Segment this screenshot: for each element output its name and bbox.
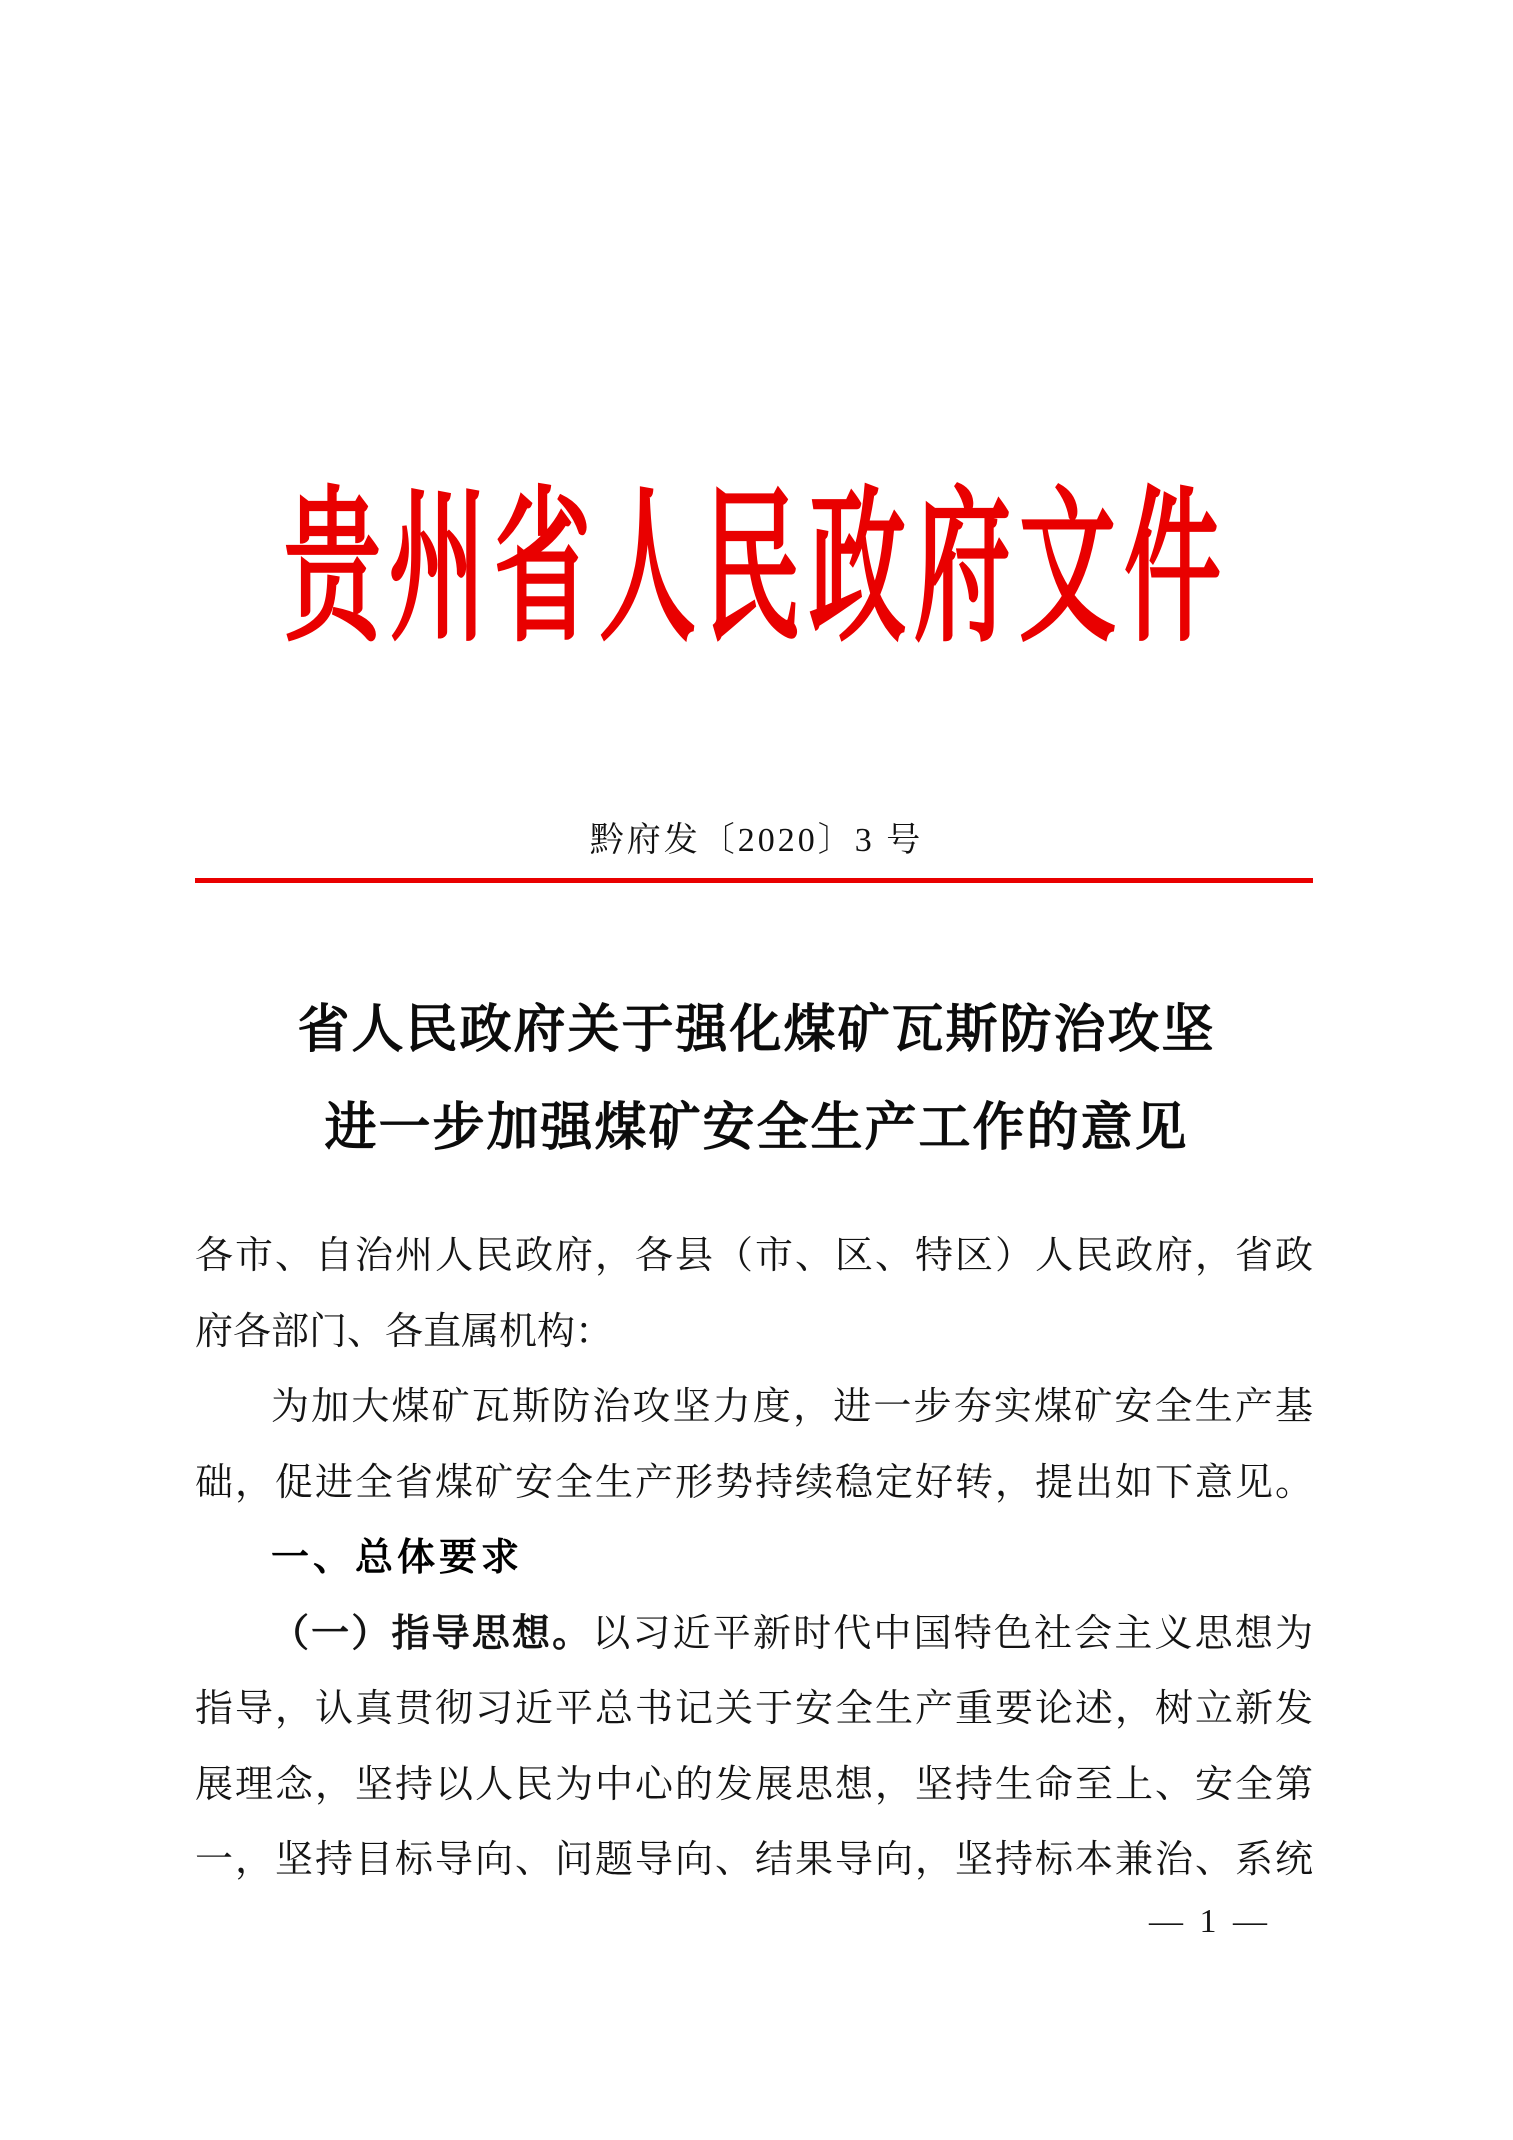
letterhead — [0, 477, 1513, 662]
para2-lead-bold: （一）指导思想。 — [271, 1612, 593, 1655]
body-line-para2-4: 一，坚持目标导向、问题导向、结果导向，坚持标本兼治、系统 — [195, 1839, 1313, 1881]
red-divider-line — [195, 878, 1313, 883]
doc-number: 黔府发〔2020〕3 号 — [589, 822, 924, 859]
document-title-line-2: 进一步加强煤矿安全生产工作的意见 — [324, 1100, 1189, 1157]
body-line-para1-2: 础，促进全省煤矿安全生产形势持续稳定好转，提出如下意见。 — [195, 1461, 1313, 1504]
body-line-para1-1: 为加大煤矿瓦斯防治攻坚力度，进一步夯实煤矿安全生产基 — [271, 1386, 1313, 1428]
document-title — [0, 982, 1513, 1178]
para2-line1-rest: 以习近平新时代中国特色社会主义思想为 — [592, 1612, 1313, 1655]
letterhead-title: 贵州省人民政府文件 — [284, 477, 1229, 662]
body-line-salutation-2: 府各部门、各直属机构： — [195, 1310, 614, 1353]
body-line-para2-3: 展理念，坚持以人民为中心的发展思想，坚持生命至上、安全第 — [195, 1763, 1313, 1806]
body-line-para2-1 — [195, 1597, 1313, 1673]
document-body — [195, 1219, 1313, 1899]
page-number: — 1 — — [1149, 1903, 1271, 1940]
section-heading: 一、总体要求 — [271, 1537, 524, 1579]
document-title-line-1: 省人民政府关于强化煤矿瓦斯防治攻坚 — [297, 1002, 1216, 1059]
body-line-para2-2: 指导，认真贯彻习近平总书记关于安全生产重要论述，树立新发 — [195, 1688, 1313, 1730]
body-line-salutation-1: 各市、自治州人民政府，各县（市、区、特区）人民政府，省政 — [195, 1235, 1313, 1277]
